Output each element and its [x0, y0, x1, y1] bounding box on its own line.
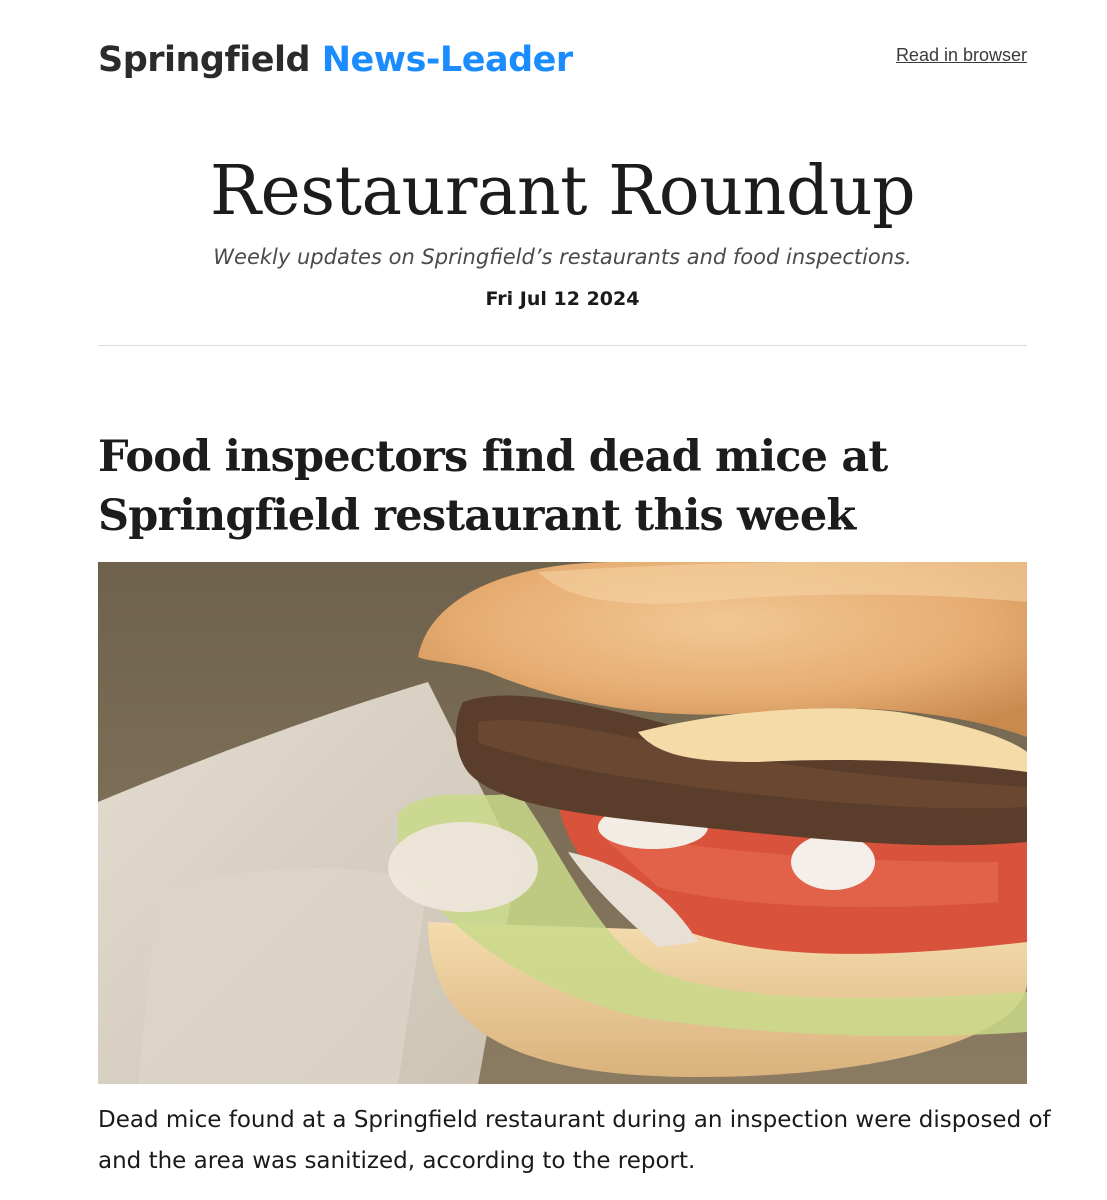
hamburger-photo: [98, 562, 1027, 1084]
story-headline[interactable]: Food inspectors find dead mice at Springfield restaurant this week: [98, 432, 888, 541]
story-caption: Dead mice found at a Springfield restaurant during an inspection were disposed of and the area was sanitized, according to the report.: [98, 1107, 1051, 1174]
logo-text-news-leader: News-Leader: [321, 40, 573, 80]
newsletter-masthead: [98, 146, 1027, 312]
logo-text-springfield: Springfield: [98, 40, 311, 80]
publication-logo[interactable]: [98, 40, 573, 80]
story-image[interactable]: [98, 562, 1027, 1084]
newsletter-date: Fri Jul 12 2024: [485, 288, 640, 310]
newsletter-title: Restaurant Roundup: [209, 152, 916, 231]
section-divider: [98, 345, 1027, 346]
read-in-browser-link[interactable]: Read in browser: [895, 45, 1027, 65]
email-header: [98, 38, 1027, 88]
newsletter-subtitle: Weekly updates on Springfield’s restaurants and food inspections.: [213, 245, 912, 269]
